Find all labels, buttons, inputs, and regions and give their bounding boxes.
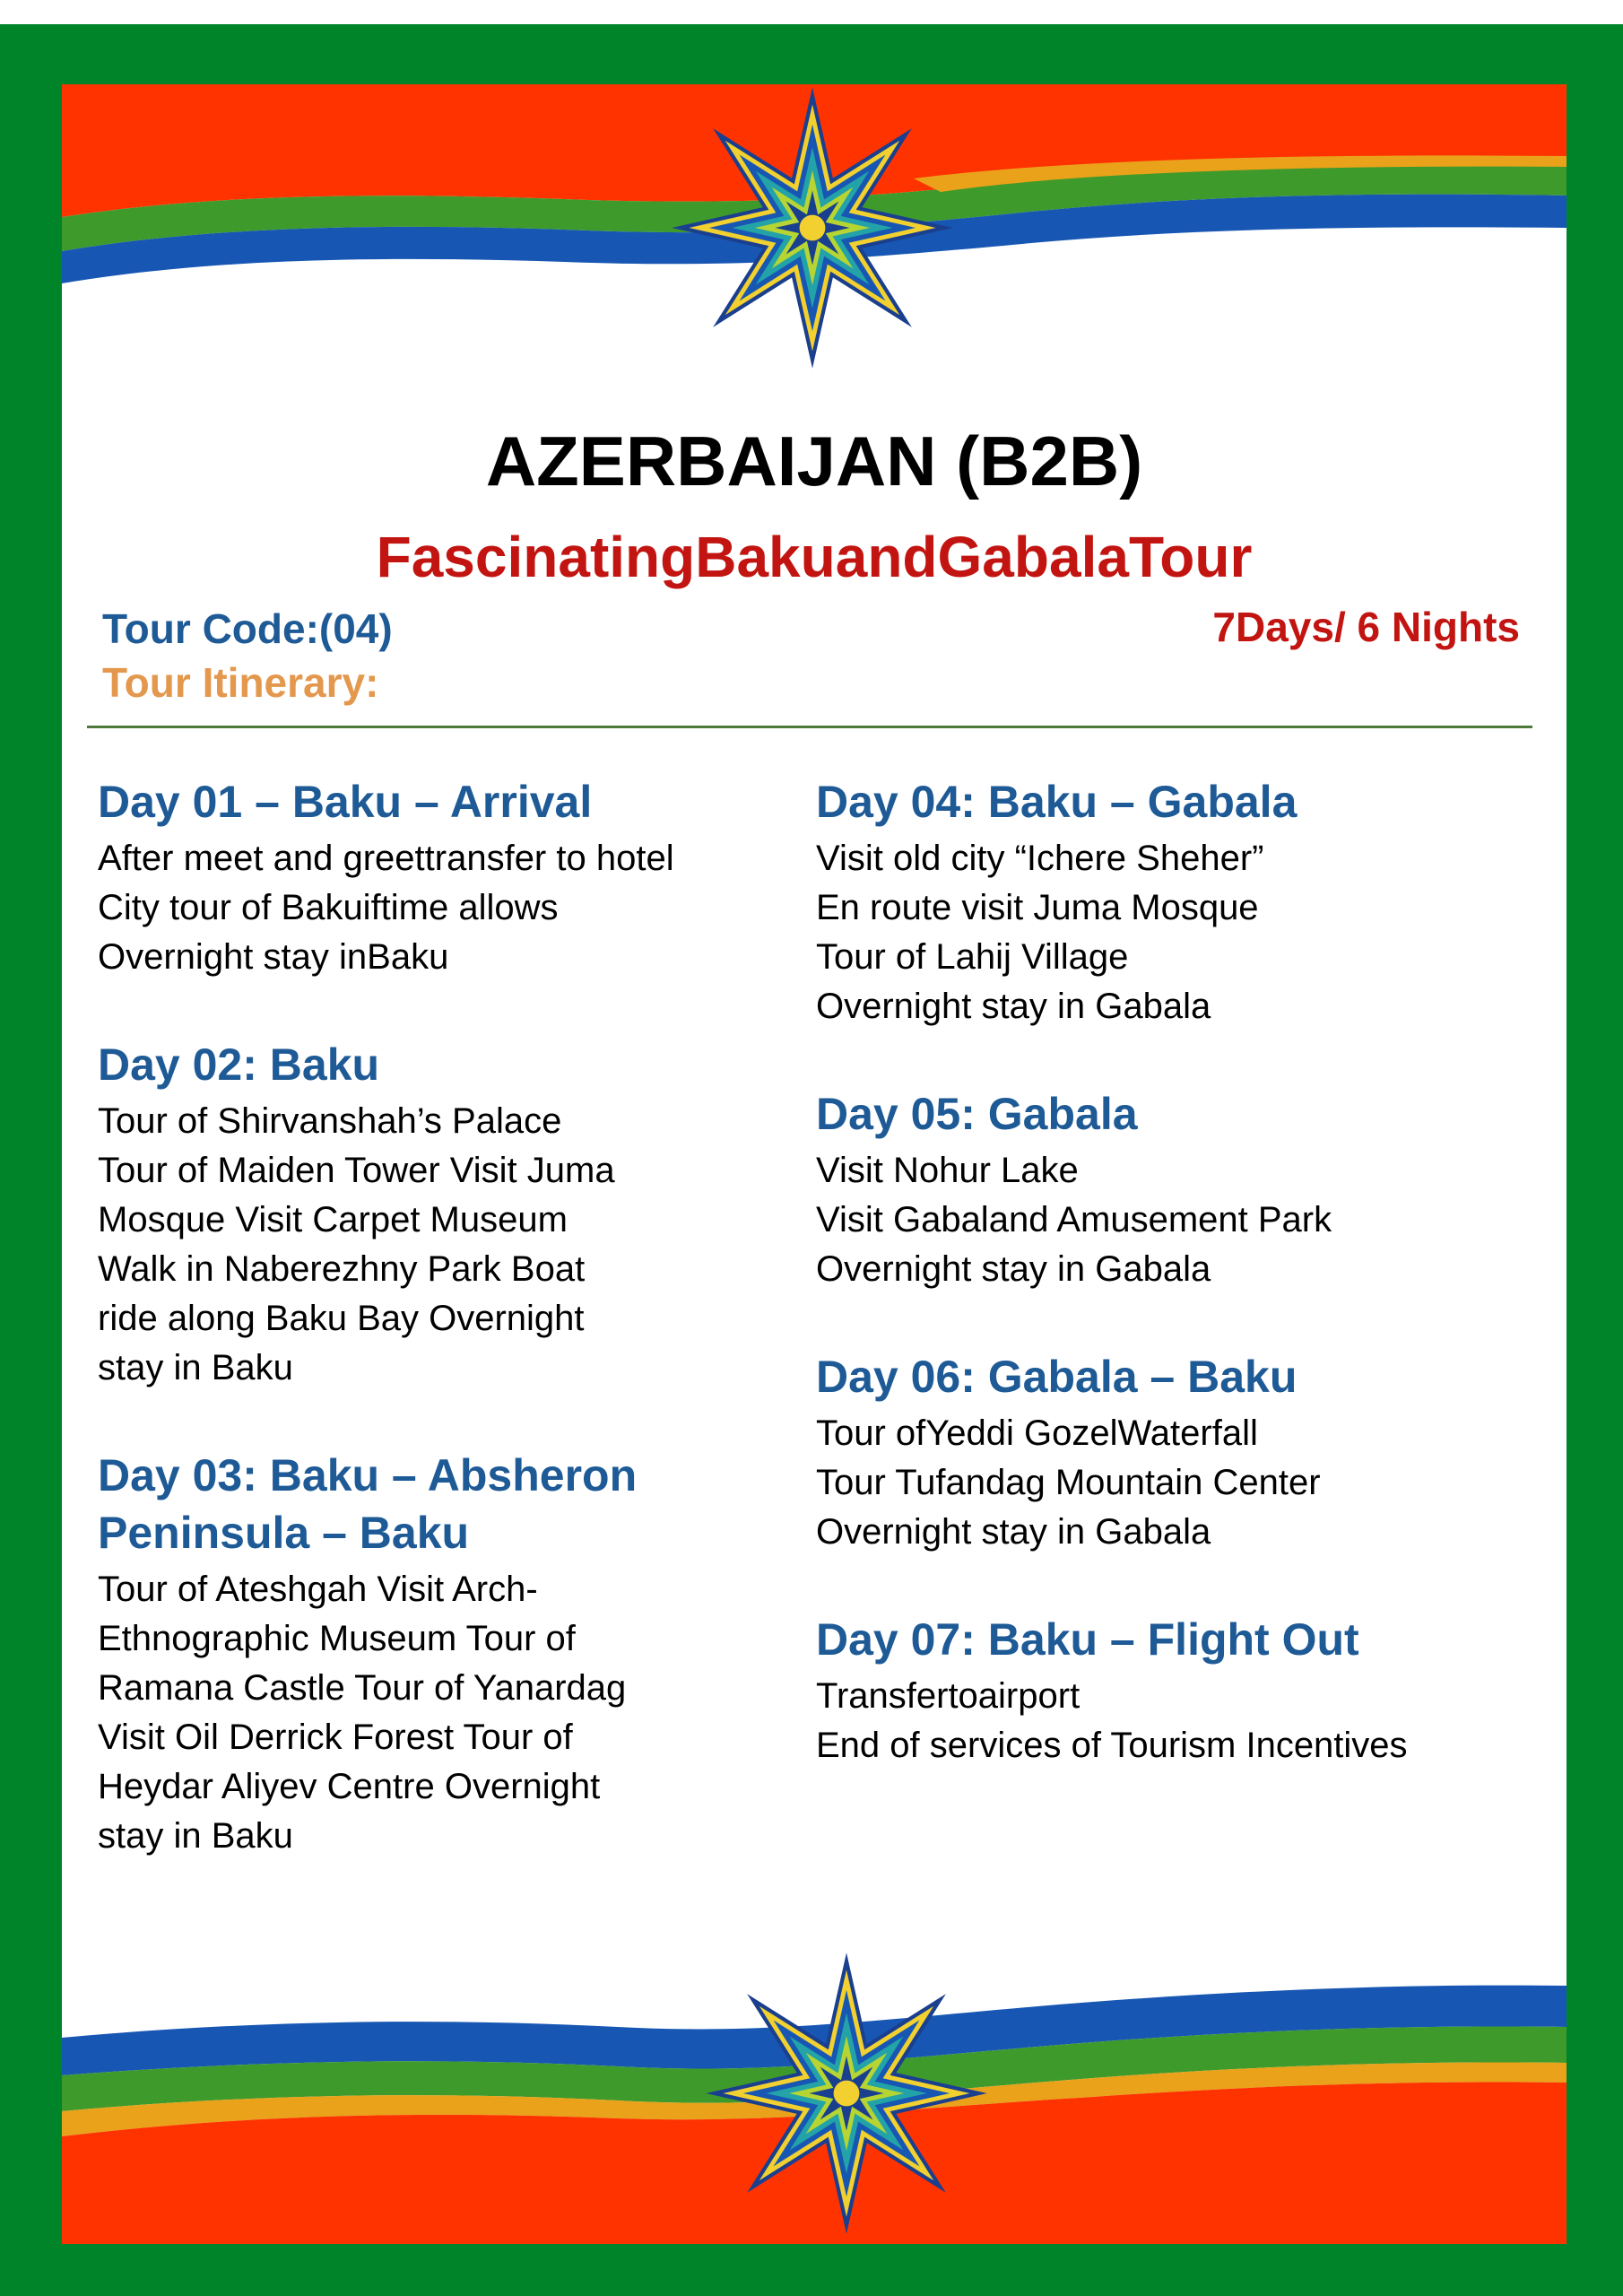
activity-line: Visit Oil Derrick Forest Tour of: [98, 1718, 573, 1757]
divider: [87, 726, 1532, 728]
activity-line: Overnight stay in Gabala: [816, 987, 1211, 1026]
activity-line: stay in Baku: [98, 1348, 293, 1387]
activity-line: Ramana Castle Tour of Yanardag: [98, 1668, 627, 1708]
activity-line: Visit old city “Ichere Sheher”: [816, 839, 1264, 878]
activity-line: Tour of Maiden Tower Visit Juma: [98, 1151, 615, 1190]
day-title: Day 06: Gabala – Baku: [816, 1352, 1298, 1402]
day-activities: [98, 834, 779, 982]
activity-line: ride along Baku Bay Overnight: [98, 1299, 585, 1338]
day-title: Day 07: Baku – Flight Out: [816, 1614, 1359, 1665]
activity-line: Overnight stay in Gabala: [816, 1249, 1211, 1289]
day-title: Day 05: Gabala: [816, 1089, 1138, 1139]
day-activities: [816, 1409, 1533, 1557]
activity-line: stay in Baku: [98, 1816, 293, 1856]
day-activities: [98, 1565, 779, 1861]
day-activities: [816, 1672, 1533, 1770]
activity-line: Heydar Aliyev Centre Overnight: [98, 1767, 601, 1806]
activity-line: Walk in Naberezhny Park Boat: [98, 1249, 586, 1289]
activity-line: Transfertoairport: [816, 1676, 1081, 1716]
day-title: Day 02: Baku: [98, 1039, 380, 1090]
day-block: [816, 1611, 1533, 1770]
activity-line: Ethnographic Museum Tour of: [98, 1619, 576, 1658]
tour-duration: 7Days/ 6 Nights: [1212, 604, 1520, 650]
activity-line: Tour of Lahij Village: [816, 937, 1129, 977]
star-emblem-icon: [669, 84, 956, 371]
activity-line: Tour of Ateshgah Visit Arch-: [98, 1570, 538, 1609]
day-title: Day 03: Baku – Absheron Peninsula – Baku: [98, 1450, 638, 1558]
day-activities: [816, 1146, 1533, 1294]
star-emblem-icon: [703, 1950, 990, 2237]
itinerary-left-column: [98, 773, 779, 1915]
activity-line: Overnight stay inBaku: [98, 937, 449, 977]
day-activities: [98, 1097, 779, 1393]
page-title: AZERBAIJAN (B2B): [485, 422, 1143, 500]
day-block: [98, 773, 779, 982]
activity-line: Tour of Shirvanshah’s Palace: [98, 1101, 562, 1141]
activity-line: Visit Nohur Lake: [816, 1151, 1079, 1190]
activity-line: En route visit Juma Mosque: [816, 888, 1259, 927]
activity-line: After meet and greettransfer to hotel: [98, 839, 674, 878]
day-block: [816, 1348, 1533, 1557]
tour-subtitle: FascinatingBakuandGabalaTour: [376, 525, 1253, 589]
day-block: [816, 773, 1533, 1031]
day-block: [98, 1036, 779, 1393]
activity-line: Mosque Visit Carpet Museum: [98, 1200, 568, 1239]
itinerary-label: Tour Itinerary:: [102, 659, 379, 706]
itinerary-right-column: [816, 773, 1533, 1824]
activity-line: Visit Gabaland Amusement Park: [816, 1200, 1332, 1239]
activity-line: City tour of Bakuiftime allows: [98, 888, 559, 927]
itinerary-card: [62, 84, 1567, 2244]
day-title: Day 04: Baku – Gabala: [816, 777, 1298, 827]
day-title: Day 01 – Baku – Arrival: [98, 777, 593, 827]
activity-line: End of services of Tourism Incentives: [816, 1726, 1408, 1765]
activity-line: Overnight stay in Gabala: [816, 1512, 1211, 1552]
activity-line: Tour ofYeddi GozelWaterfall: [816, 1413, 1258, 1453]
tour-code: Tour Code:(04): [102, 605, 393, 652]
activity-line: Tour Tufandag Mountain Center: [816, 1463, 1321, 1502]
day-activities: [816, 834, 1533, 1031]
day-block: [816, 1085, 1533, 1294]
day-block: [98, 1447, 779, 1861]
